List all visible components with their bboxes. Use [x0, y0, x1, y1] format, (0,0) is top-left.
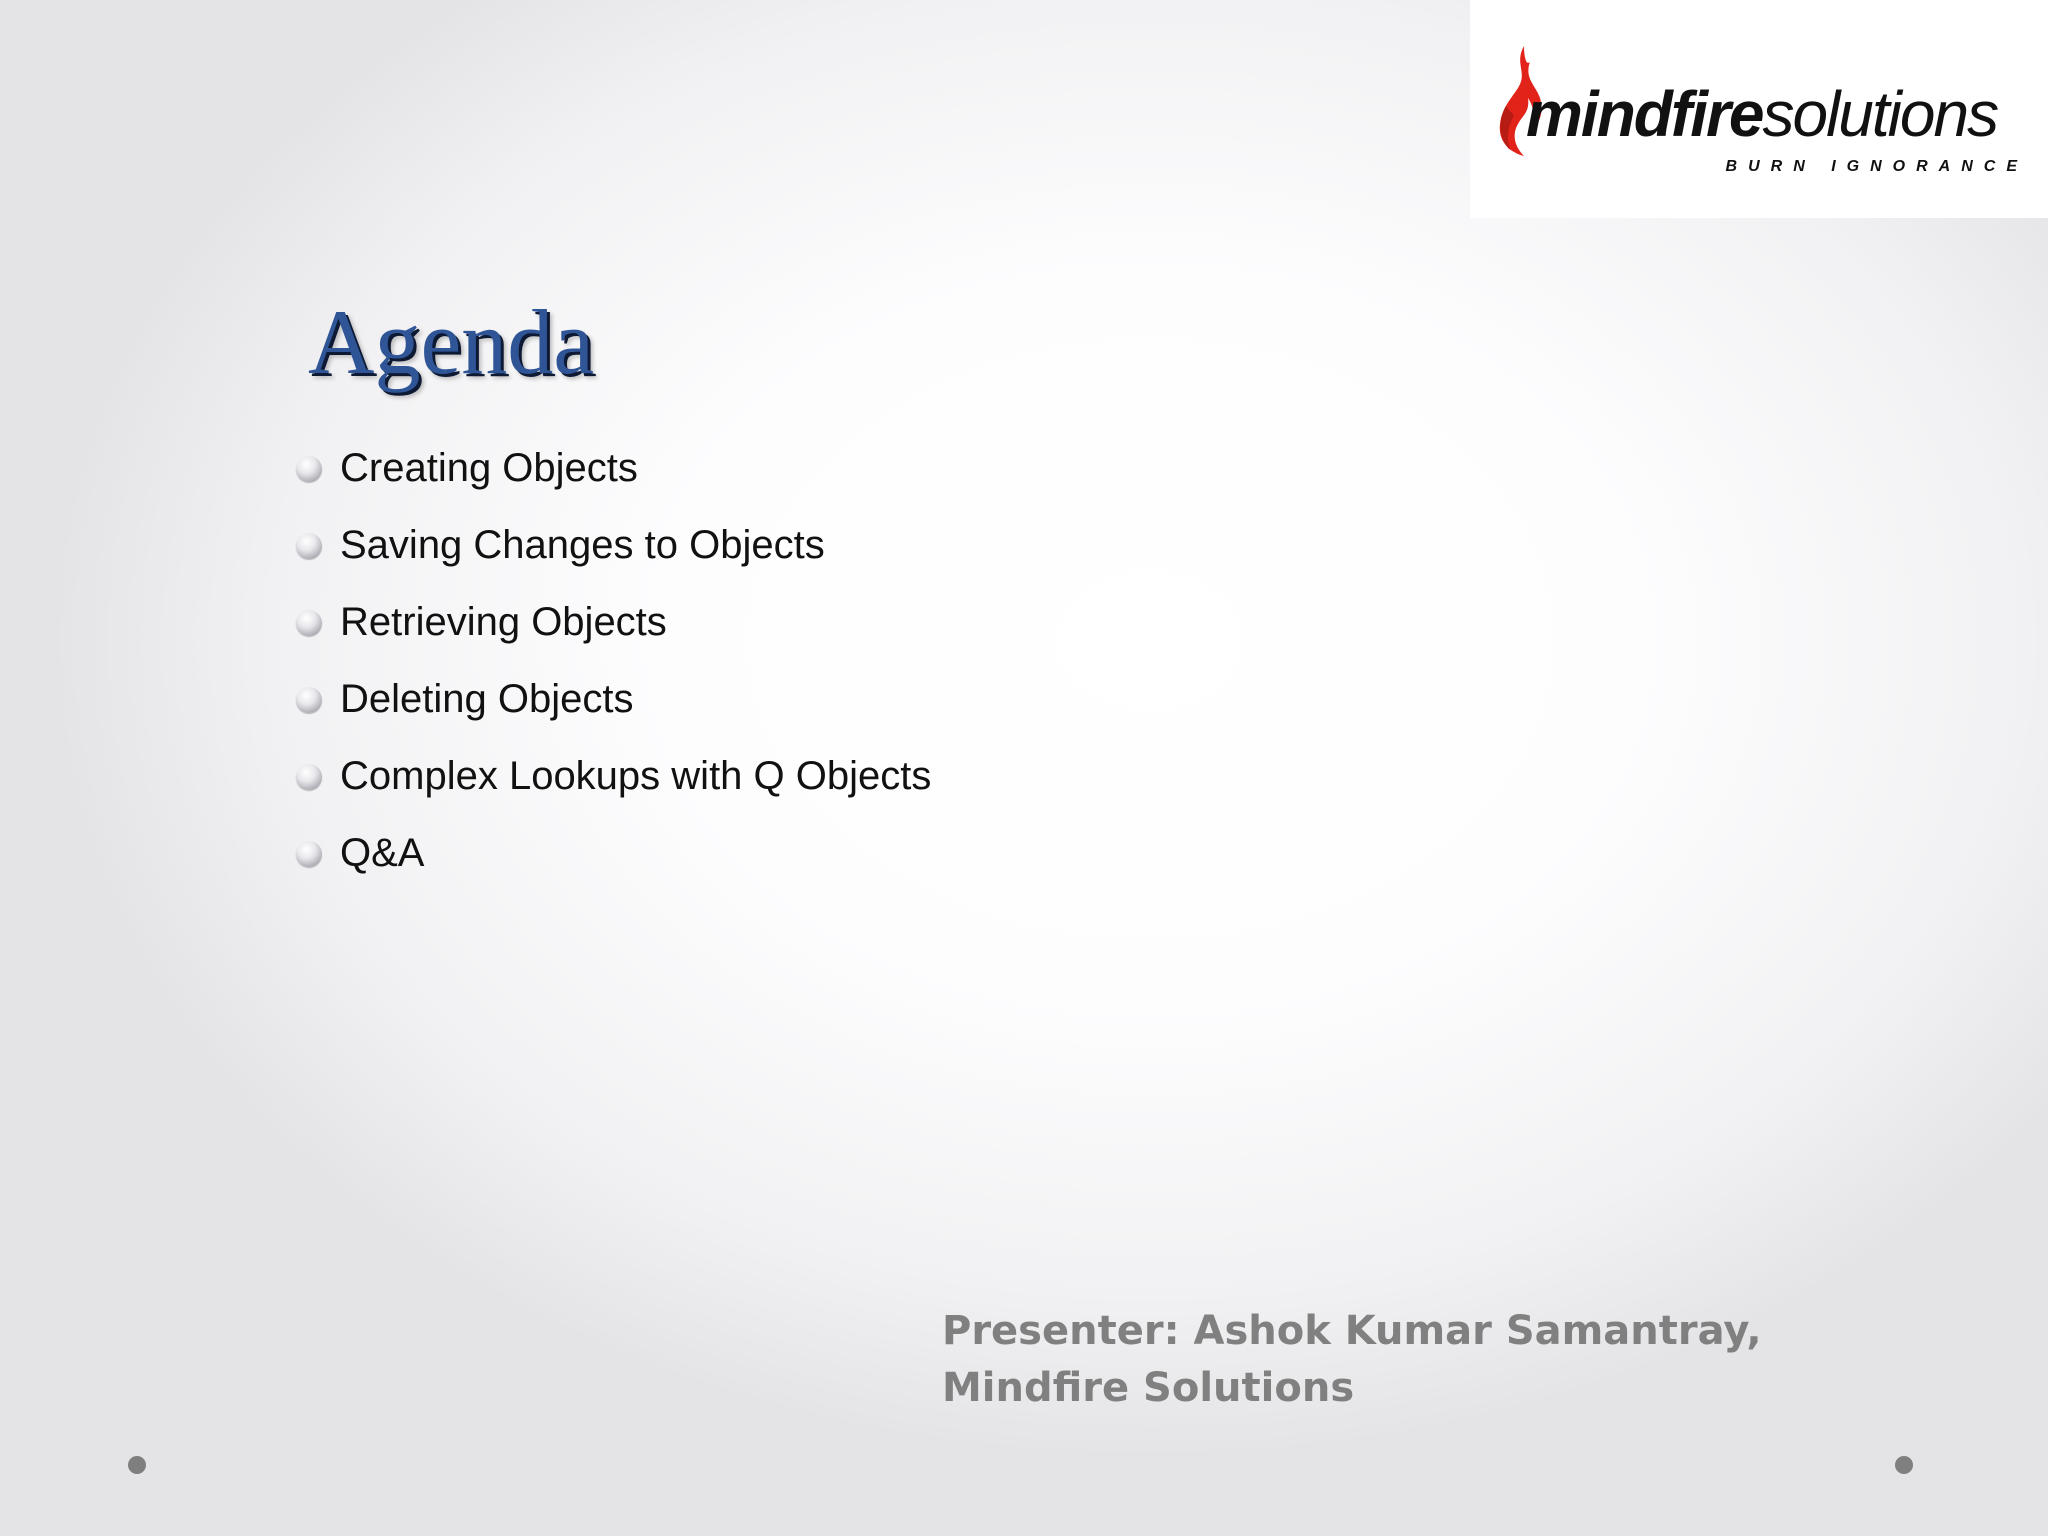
logo-brand-bold: mindfire — [1526, 78, 1763, 150]
presenter-credit: Presenter: Ashok Kumar Samantray, Mindfire Solutions — [942, 1308, 1762, 1411]
agenda-item-text: Retrieving Objects — [340, 600, 667, 644]
slide-title: Agenda — [308, 291, 595, 393]
agenda-item — [296, 661, 931, 738]
agenda-item-text: Creating Objects — [340, 446, 638, 490]
bullet-icon — [296, 456, 322, 482]
agenda-item-text: Complex Lookups with Q Objects — [340, 754, 932, 798]
bullet-icon — [296, 687, 322, 713]
company-logo — [1470, 0, 2048, 218]
logo-wordmark — [1526, 78, 1998, 150]
decorative-dot-right — [1895, 1456, 1913, 1474]
agenda-list — [296, 430, 931, 892]
agenda-item — [296, 430, 931, 507]
bullet-icon — [296, 533, 322, 559]
agenda-item — [296, 584, 931, 661]
agenda-item — [296, 507, 931, 584]
agenda-item-text: Deleting Objects — [340, 677, 634, 721]
agenda-item — [296, 738, 931, 815]
logo-tagline: BURN IGNORANCE — [1725, 158, 2028, 175]
bullet-icon — [296, 610, 322, 636]
bullet-icon — [296, 841, 322, 867]
bullet-icon — [296, 764, 322, 790]
decorative-dot-left — [128, 1456, 146, 1474]
agenda-item-text: Q&A — [340, 831, 425, 875]
logo-brand-light: solutions — [1762, 78, 1998, 150]
agenda-item — [296, 815, 931, 892]
agenda-item-text: Saving Changes to Objects — [340, 523, 825, 567]
